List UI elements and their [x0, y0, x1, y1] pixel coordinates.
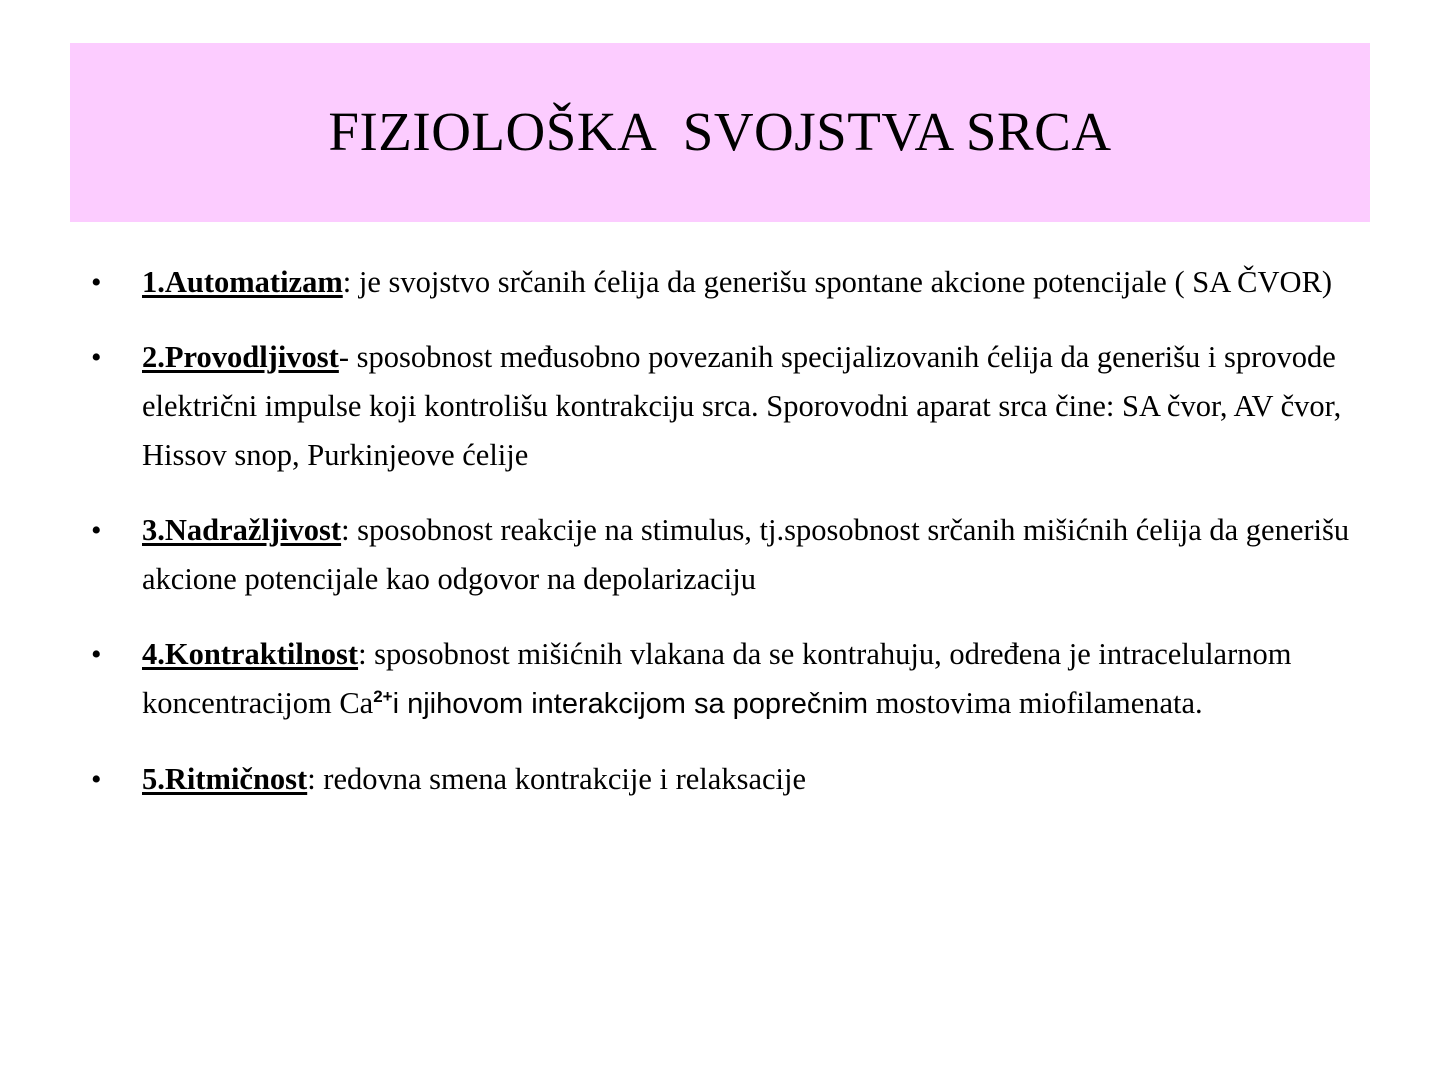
superscript-charge: 2+: [373, 686, 393, 706]
title-banner: [70, 43, 1370, 222]
bullet-text-1: [142, 258, 1375, 307]
bullet-text-2: [142, 333, 1375, 480]
bullet-keyword-2: 2.Provodljivost: [142, 340, 339, 374]
bullet-text-3: [142, 506, 1375, 604]
list-item: [85, 755, 1375, 804]
list-item: [85, 333, 1375, 480]
bullet-point-icon: •: [91, 763, 102, 796]
bullet-body-1: : je svojstvo srčanih ćelija da generišu spontane akcione potencijale ( SA ČVOR): [342, 265, 1333, 299]
bullet-body-4b: i njihovom interakcijom sa poprečnim: [392, 688, 869, 720]
bullet-point-icon: •: [91, 341, 102, 374]
bullet-point-icon: •: [91, 266, 102, 299]
list-item: [85, 258, 1375, 307]
bullet-body-3: : sposobnost reakcije na stimulus, tj.sposobnost srčanih mišićnih ćelija da generišu akcione potencijale kao odgovor na depolarizaciju: [142, 513, 1350, 596]
list-item: [85, 506, 1375, 604]
bullet-keyword-5: 5.Ritmičnost: [142, 762, 308, 796]
bullet-keyword-4: 4.Kontraktilnost: [142, 637, 359, 671]
bullet-keyword-3: 3.Nadražljivost: [142, 513, 342, 547]
bullet-list: [85, 258, 1375, 804]
bullet-body-2: - sposobnost međusobno povezanih specijalizovanih ćelija da generišu i sprovode električni impulse koji kontrolišu kontrakciju srca. Sporovodni aparat srca čine: SA čvor, AV čvor, Hissov snop, Purkinjeove ćelije: [142, 340, 1342, 472]
bullet-body-4a: : sposobnost mišićnih vlakana da se kontrahuju, određena je intracelularnom koncentracijom Ca: [142, 637, 1292, 720]
page-title: FIZIOLOŠKA SVOJSTVA SRCA: [328, 101, 1112, 163]
bullet-text-5: [142, 755, 1375, 804]
bullet-text-4: [142, 630, 1375, 729]
bullet-body-4c: mostovima miofilamenata.: [868, 686, 1203, 720]
list-item: [85, 630, 1375, 729]
bullet-body-5: : redovna smena kontrakcije i relaksacije: [307, 762, 807, 796]
bullet-point-icon: •: [91, 638, 102, 671]
bullet-keyword-1: 1.Automatizam: [142, 265, 343, 299]
bullet-point-icon: •: [91, 514, 102, 547]
